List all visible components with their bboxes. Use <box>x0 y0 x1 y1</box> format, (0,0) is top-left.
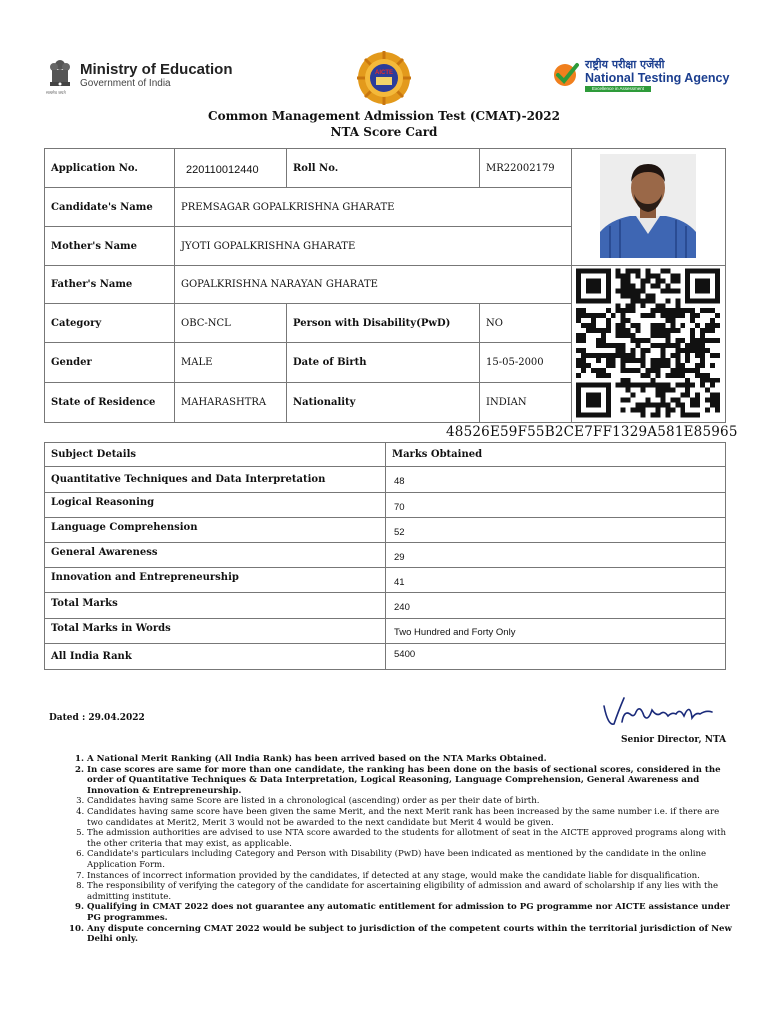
state-value: MAHARASHTRA <box>181 397 267 408</box>
nationality-label: Nationality <box>293 397 356 408</box>
note-item: 4. Candidates having same score have been given the same Merit, and the next Merit rank has been increased by the same number i.e. if there are two candidates at Merit2, Merit 3 would not be awarded to the next candidate but Merit 4 would be given. <box>87 807 737 828</box>
mother-name-label: Mother's Name <box>51 240 137 252</box>
candidate-name-value: PREMSAGAR GOPALKRISHNA GHARATE <box>181 201 395 213</box>
application-no-label: Application No. <box>51 162 138 174</box>
nta-english-name: National Testing Agency <box>585 71 730 85</box>
state-label: State of Residence <box>51 397 156 408</box>
subject-logical-reasoning: Logical Reasoning <box>51 497 155 508</box>
pwd-label: Person with Disability(PwD) <box>293 317 451 329</box>
note-item: 5. The admission authorities are advised to use NTA score awarded to the students for allotment of seat in the AICTE approved programs along with the other criteria that may exist, as applicable. <box>87 828 737 849</box>
application-no-value: 220110012440 <box>186 164 259 176</box>
dob-value: 15-05-2000 <box>486 357 544 368</box>
scorecard-title: NTA Score Card <box>330 125 438 139</box>
note-item: 6. Candidate's particulars including Category and Person with Disability (PwD) have been indicated as mentioned by the candidate in the online Application Form. <box>87 849 737 870</box>
note-item: 2. In case scores are same for more than one candidate, the ranking has been done on the basis of sectional scores, considered in the order of Quantitative Techniques & Data Interpretation, Logical Reasoning, Language Comprehension, General Awareness and Innovation & Entrepreneurship. <box>87 765 737 797</box>
note-item: 1. A National Merit Ranking (All India Rank) has been arrived based on the NTA Marks Obtained. <box>87 754 737 765</box>
mother-name-value: JYOTI GOPALKRISHNA GHARATE <box>181 240 356 252</box>
marks-language-comprehension: 52 <box>394 526 405 538</box>
father-name-label: Father's Name <box>51 279 133 290</box>
marks-logical-reasoning: 70 <box>394 501 405 513</box>
all-india-rank-value: 5400 <box>394 649 416 660</box>
director-designation: Senior Director, NTA <box>621 735 727 745</box>
candidate-photo <box>600 154 696 258</box>
notes-list <box>72 754 737 945</box>
ministry-subtitle: Government of India <box>80 78 171 89</box>
subject-header: Subject Details <box>51 449 137 460</box>
national-emblem-icon <box>47 58 73 92</box>
gender-label: Gender <box>51 357 92 368</box>
roll-no-value: MR22002179 <box>486 162 555 174</box>
note-item: 7. Instances of incorrect information provided by the candidates, if detected at any stage, would make the candidate liable for disqualification. <box>87 871 737 882</box>
note-item: 3. Candidates having same Score are listed in a chronological (ascending) order as per their date of birth. <box>87 796 737 807</box>
subject-general-awareness: General Awareness <box>51 547 158 558</box>
exam-title: Common Management Admission Test (CMAT)-2022 <box>208 109 560 123</box>
emblem-motto: सत्यमेव जयते <box>46 90 66 95</box>
marks-header: Marks Obtained <box>392 449 483 460</box>
subject-qtdi: Quantitative Techniques and Data Interpretation <box>51 474 326 485</box>
note-item: 8. The responsibility of verifying the category of the candidate for ascertaining eligibility of admission and award of scholarship if any lies with the admitting institute. <box>87 881 737 902</box>
subject-all-india-rank: All India Rank <box>51 651 132 662</box>
aicte-logo-icon <box>356 50 412 106</box>
roll-no-label: Roll No. <box>293 162 339 174</box>
subject-total-marks: Total Marks <box>51 598 118 609</box>
marks-qtdi: 48 <box>394 476 405 487</box>
category-label: Category <box>51 317 102 329</box>
subject-innovation: Innovation and Entrepreneurship <box>51 572 239 583</box>
svg-text:AICTE: AICTE <box>375 70 393 76</box>
verification-hash: 48526E59F55B2CE7FF1329A581E85965 <box>446 424 738 440</box>
father-name-value: GOPALKRISHNA NARAYAN GHARATE <box>181 279 378 290</box>
subject-total-in-words: Total Marks in Words <box>51 623 171 634</box>
nationality-value: INDIAN <box>486 397 527 408</box>
ministry-title: Ministry of Education <box>80 61 233 78</box>
marks-general-awareness: 29 <box>394 551 405 563</box>
issue-date: Dated : 29.04.2022 <box>49 713 145 723</box>
nta-hindi-name: राष्ट्रीय परीक्षा एजेंसी <box>585 58 665 71</box>
candidate-name-label: Candidate's Name <box>51 201 153 213</box>
marks-total-in-words: Two Hundred and Forty Only <box>394 626 516 638</box>
gender-value: MALE <box>181 357 213 368</box>
director-signature <box>600 692 720 734</box>
note-item: 9. Qualifying in CMAT 2022 does not guarantee any automatic entitlement for admission to PG programme nor AICTE assistance under PG programmes. <box>87 902 737 923</box>
nta-tagline: Excellence in Assessment <box>585 86 651 92</box>
qr-code <box>576 268 720 418</box>
nta-logo-icon <box>553 60 579 88</box>
subject-language-comprehension: Language Comprehension <box>51 522 198 533</box>
marks-total: 240 <box>394 602 410 613</box>
pwd-value: NO <box>486 317 503 329</box>
note-item: 10. Any dispute concerning CMAT 2022 would be subject to jurisdiction of the competent courts within the territorial jurisdiction of New Delhi only. <box>87 924 737 945</box>
category-value: OBC-NCL <box>181 317 231 329</box>
marks-innovation: 41 <box>394 576 405 588</box>
dob-label: Date of Birth <box>293 357 367 368</box>
